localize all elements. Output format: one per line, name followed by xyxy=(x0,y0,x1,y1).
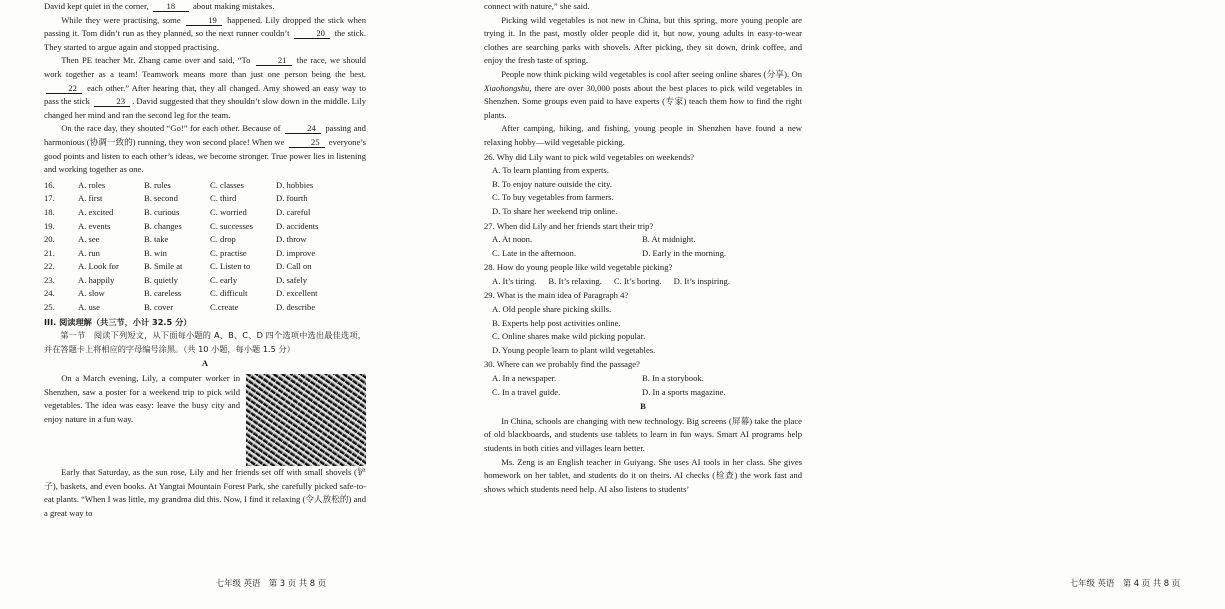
option-number: 22. xyxy=(44,261,55,272)
cloze-paragraph-1: David kept quiet in the corner, 18 about making mistakes. xyxy=(44,1,275,11)
option-b[interactable]: B. second xyxy=(144,193,178,204)
option-d[interactable]: D. fourth xyxy=(276,193,308,204)
option-b[interactable]: B. quietly xyxy=(144,274,178,285)
answer-choice[interactable]: C. Late in the afternoon. xyxy=(492,247,576,258)
option-d[interactable]: D. Call on xyxy=(276,261,312,272)
page-footer: 七年级 英语 第 4 页 共 8 页 xyxy=(1069,578,1181,589)
blank-18[interactable]: 18 xyxy=(153,1,189,12)
right-page xyxy=(484,0,1181,609)
blank-23[interactable]: 23 xyxy=(94,96,130,107)
cloze-options-table xyxy=(44,179,366,315)
option-c[interactable]: C.create xyxy=(210,302,239,313)
question-stem: 29. What is the main idea of Paragraph 4? xyxy=(484,290,629,301)
option-c[interactable]: C. drop xyxy=(210,234,236,245)
option-a[interactable]: A. happily xyxy=(78,274,115,285)
option-b[interactable]: B. careless xyxy=(144,288,182,299)
question-stem: 28. How do young people like wild vegetable picking? xyxy=(484,262,673,273)
passage-b-paragraph-2: Ms. Zeng is an English teacher in Guiyang. She uses AI tools in her class. She gives homework on her tablet, and students do it on theirs. AI checks (检查) the work fast and shows which students need help. AI also listens to students’ xyxy=(484,456,802,494)
passage-a-paragraph-2: Early that Saturday, as the sun rose, Lily and her friends set off with small shovels (铲子), baskets, and even books. At Yangtai Mountain Forest Park, she carefully picked safe-to-eat plants. “When I was little, my grandma did this. Now, I find it relaxing (令人放松的) and a great way to xyxy=(44,467,366,518)
option-number: 20. xyxy=(44,234,55,245)
option-b[interactable]: B. take xyxy=(144,234,169,245)
option-a[interactable]: A. slow xyxy=(78,288,105,299)
option-d[interactable]: D. careful xyxy=(276,206,311,217)
passage-label-a: A xyxy=(201,358,209,369)
option-c[interactable]: C. classes xyxy=(210,179,244,190)
option-a[interactable]: A. run xyxy=(78,247,100,258)
answer-choice[interactable]: A. It’s tiring. xyxy=(492,275,537,286)
option-a[interactable]: A. Look for xyxy=(78,261,119,272)
option-b[interactable]: B. curious xyxy=(144,206,180,217)
option-number: 19. xyxy=(44,220,55,231)
question-stem: 30. Where can we probably find the passage? xyxy=(484,359,640,370)
left-page xyxy=(44,0,366,609)
option-a[interactable]: A. excited xyxy=(78,206,114,217)
answer-choice[interactable]: B. It’s relaxing. xyxy=(548,275,602,286)
page-footer: 七年级 英语 第 3 页 共 8 页 xyxy=(215,578,327,589)
option-c[interactable]: C. Listen to xyxy=(210,261,251,272)
answer-choice[interactable]: C. It’s boring. xyxy=(613,275,662,286)
blank-22[interactable]: 22 xyxy=(46,83,82,94)
app-name: Xiaohongshu xyxy=(484,82,530,93)
blank-20[interactable]: 20 xyxy=(294,28,330,39)
answer-choice[interactable]: D. It’s inspiring. xyxy=(673,275,730,286)
blank-21[interactable]: 21 xyxy=(256,55,292,66)
answer-choice[interactable]: B. In a storybook. xyxy=(642,373,704,384)
cloze-paragraph-3: Then PE teacher Mr. Zhang came over and said, “To 21 the race, we should work together as a team! Teamwork means more than just one person being the best. 22 each other.” After hearing that, they all changed. Amy showed an easy way to pass the stick 23 . David suggested that they shouldn’t slow down in the middle. Lily changed her mind and ran the second leg for the team. xyxy=(44,55,366,120)
passage-b-paragraph-1: In China, schools are changing with new technology. Big screens (屏幕) take the place of old blackboards, and students use tablets to learn in fun ways. Smart AI programs help students in both cities and villages learn better. xyxy=(484,415,802,453)
answer-choice[interactable]: C. To buy vegetables from farmers. xyxy=(492,192,614,203)
option-number: 18. xyxy=(44,206,55,217)
answer-choice[interactable]: B. At midnight. xyxy=(642,234,696,245)
option-d[interactable]: D. hobbies xyxy=(276,179,314,190)
option-c[interactable]: C. early xyxy=(210,274,238,285)
option-a[interactable]: A. use xyxy=(78,302,100,313)
answer-choice[interactable]: A. Old people share picking skills. xyxy=(492,304,612,315)
passage-a-paragraph-1: On a March evening, Lily, a computer worker in Shenzhen, saw a poster for a weekend trip to pick wild vegetables. The idea was easy: leave the busy city and enjoy nature in a fun way. xyxy=(44,373,240,424)
blank-24[interactable]: 24 xyxy=(285,123,321,134)
option-d[interactable]: D. accidents xyxy=(276,220,319,231)
passage-a-paragraph-5: After camping, hiking, and fishing, young people in Shenzhen have found a new relaxing hobby—wild vegetable picking. xyxy=(484,123,802,147)
answer-choice[interactable]: D. In a sports magazine. xyxy=(642,386,726,397)
option-a[interactable]: A. first xyxy=(78,193,103,204)
answer-choice[interactable]: D. Early in the morning. xyxy=(642,247,727,258)
answer-choice[interactable]: D. To share her weekend trip online. xyxy=(492,205,618,216)
option-number: 21. xyxy=(44,247,55,258)
question-choices xyxy=(484,303,802,357)
option-c[interactable]: C. worried xyxy=(210,206,247,217)
option-d[interactable]: D. excellent xyxy=(276,288,318,299)
question-stem: 26. Why did Lily want to pick wild vegetables on weekends? xyxy=(484,151,695,162)
question-choices xyxy=(484,233,802,260)
option-d[interactable]: D. describe xyxy=(276,302,316,313)
passage-label-b: B xyxy=(640,401,646,412)
answer-choice[interactable]: A. In a newspaper. xyxy=(492,373,557,384)
option-number: 16. xyxy=(44,179,55,190)
question-choices xyxy=(484,164,802,218)
option-b[interactable]: B. cover xyxy=(144,302,174,313)
option-c[interactable]: C. successes xyxy=(210,220,253,231)
answer-choice[interactable]: D. Young people learn to plant wild vegetables. xyxy=(492,344,656,355)
option-d[interactable]: D. safely xyxy=(276,274,308,285)
answer-choice[interactable]: A. At noon. xyxy=(492,234,533,245)
section-instructions: 第一节 阅读下列短文，从下面每小题的 A、B、C、D 四个选项中选出最佳选项，并在答题卡上将相应的字母编号涂黑。（共 10 小题，每小题 1.5 分） xyxy=(44,330,366,354)
option-d[interactable]: D. improve xyxy=(276,247,316,258)
answer-choice[interactable]: B. Experts help post activities online. xyxy=(492,317,621,328)
option-a[interactable]: A. see xyxy=(78,234,100,245)
answer-choice[interactable]: A. To learn planting from experts. xyxy=(492,165,609,176)
answer-choice[interactable]: C. Online shares make wild picking popular. xyxy=(492,331,646,342)
section-title: III. 阅读理解（共三节，小计 32.5 分） xyxy=(44,316,192,327)
option-b[interactable]: B. Smile at xyxy=(144,261,183,272)
option-number: 23. xyxy=(44,274,55,285)
option-number: 24. xyxy=(44,288,55,299)
passage-a-paragraph-4: People now think picking wild vegetables is cool after seeing online shares (分享). On Xiaohongshu, there are over 30,000 posts about the best places to pick wild vegetables in Shenzhen. Some groups even paid to have experts (专家) teach them how to find the right plants. xyxy=(484,68,802,120)
passage-photo xyxy=(246,374,366,466)
question-list xyxy=(484,151,802,400)
cloze-paragraph-4: On the race day, they shouted “Go!” for each other. Because of 24 passing and harmonious (协调一致的) running, they won second place! When we 25 everyone’s good points and listen to each other’s ideas, we become stronger. True power lies in listening and working together as one. xyxy=(44,123,367,175)
option-b[interactable]: B. win xyxy=(144,247,167,258)
question-choices xyxy=(484,372,802,399)
option-c[interactable]: C. practise xyxy=(210,247,247,258)
question-stem: 27. When did Lily and her friends start their trip? xyxy=(484,220,654,231)
option-c[interactable]: C. difficult xyxy=(210,288,248,299)
option-d[interactable]: D. throw xyxy=(276,234,307,245)
option-c[interactable]: C. third xyxy=(210,193,237,204)
option-number: 17. xyxy=(44,193,55,204)
question-choices xyxy=(484,275,802,289)
answer-choice[interactable]: B. To enjoy nature outside the city. xyxy=(492,178,612,189)
cloze-paragraph-2: While they were practising, some 19 happened. Lily dropped the stick when passing it. Tom didn’t run as they planned, so the next runner couldn’t 20 the stick. They started to argue again and stopped practising. xyxy=(44,14,367,52)
option-a[interactable]: A. events xyxy=(78,220,111,231)
blank-25[interactable]: 25 xyxy=(289,137,325,148)
passage-a-intro xyxy=(44,372,366,466)
option-b[interactable]: B. rules xyxy=(144,179,171,190)
answer-choice[interactable]: C. In a travel guide. xyxy=(492,386,561,397)
option-number: 25. xyxy=(44,302,55,313)
option-a[interactable]: A. roles xyxy=(78,179,106,190)
blank-19[interactable]: 19 xyxy=(186,15,222,26)
option-b[interactable]: B. changes xyxy=(144,220,182,231)
passage-a-continued: connect with nature,” she said. xyxy=(484,1,590,11)
passage-a-paragraph-3: Picking wild vegetables is not new in China, but this spring, more young people are trying it. In the past, mostly older people did it, but now, young adults in easy-to-wear clothes are searching parks with shovels. After picking, they sit down, drink coffee, and enjoy the fresh taste of spring. xyxy=(484,14,802,66)
